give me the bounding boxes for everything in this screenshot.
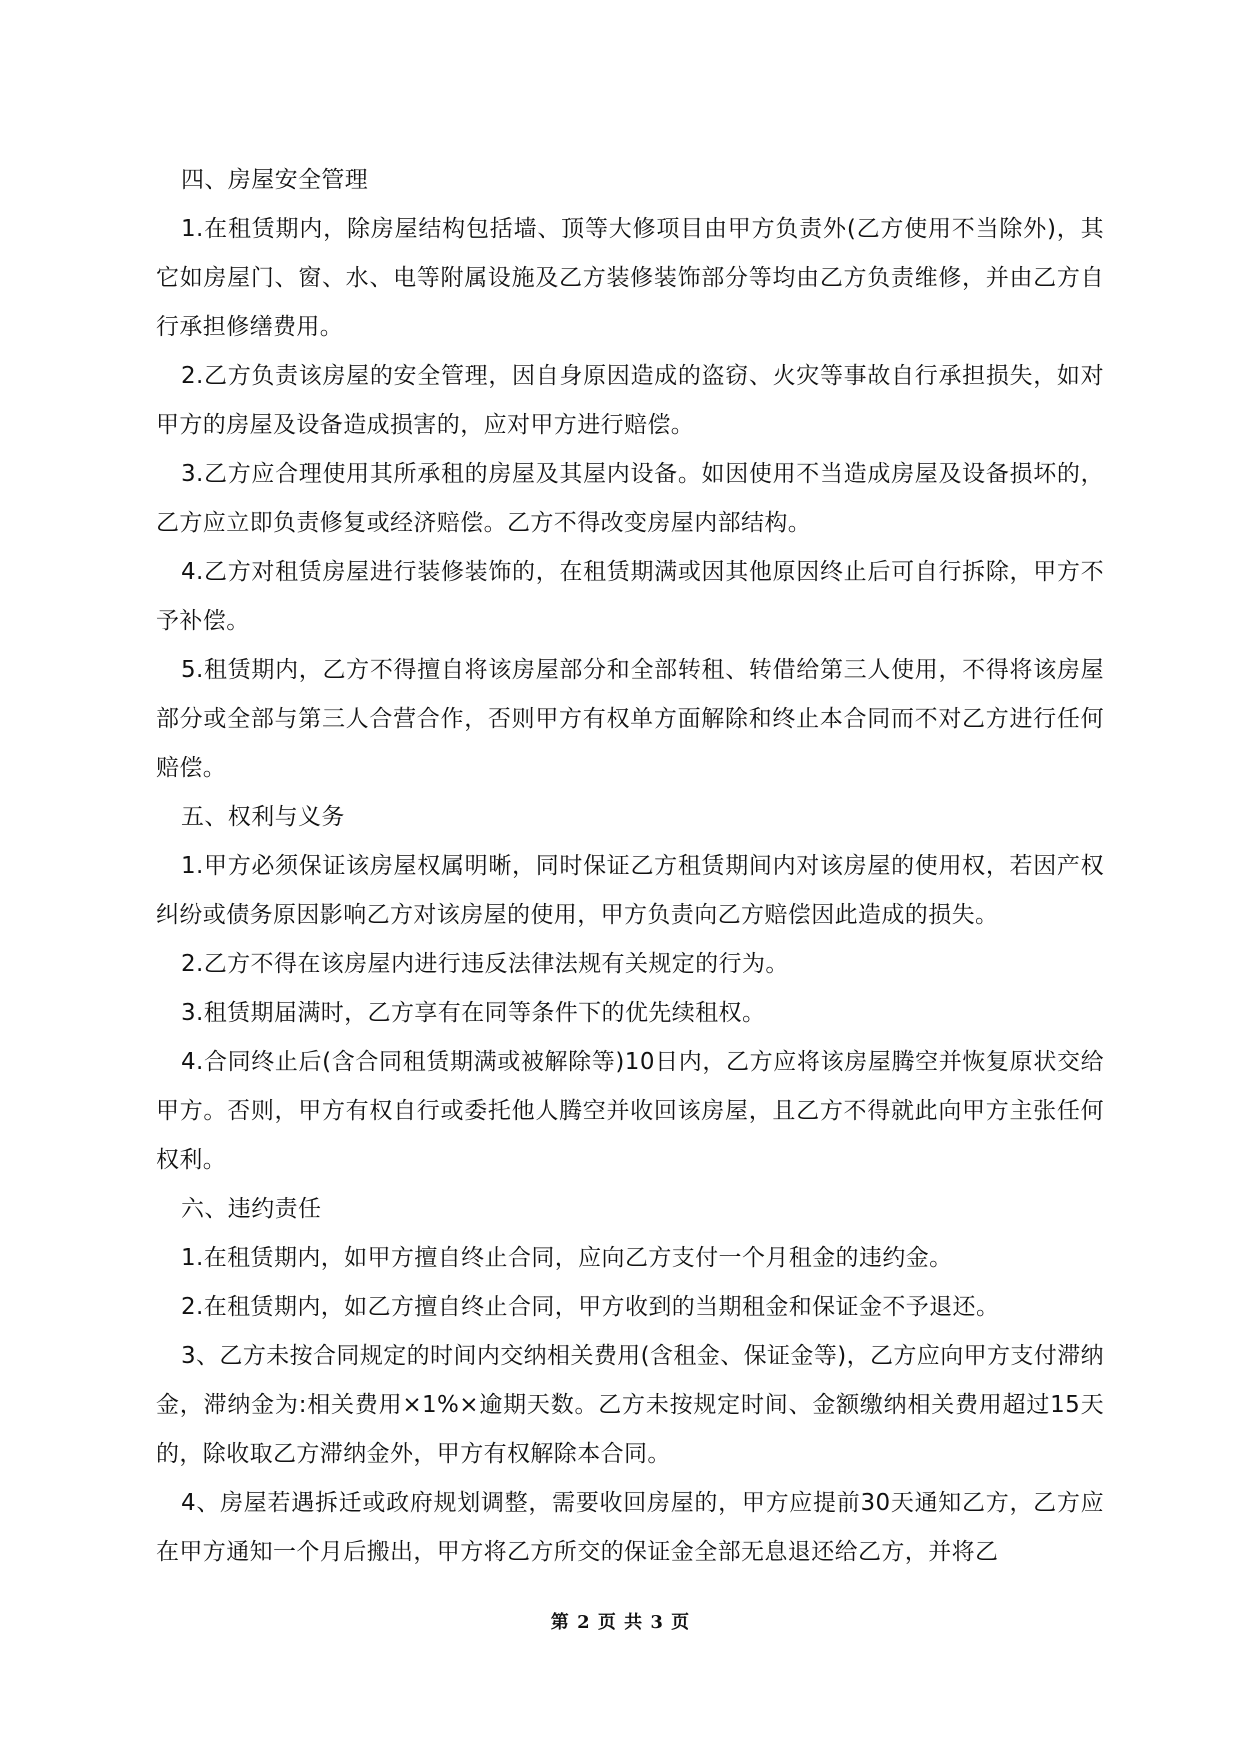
clause-paragraph: 1.在租赁期内，除房屋结构包括墙、顶等大修项目由甲方负责外(乙方使用不当除外)，其它如房屋门、窗、水、电等附属设施及乙方装修装饰部分等均由乙方负责维修，并由乙方自行承担修缮费用。 [156, 216, 1104, 340]
clause-paragraph: 1.在租赁期内，如甲方擅自终止合同，应向乙方支付一个月租金的违约金。 [181, 1245, 953, 1271]
clause-paragraph: 2.在租赁期内，如乙方擅自终止合同，甲方收到的当期租金和保证金不予退还。 [181, 1294, 1000, 1320]
section-heading: 六、违约责任 [181, 1196, 322, 1222]
clause-paragraph: 4.合同终止后(含合同租赁期满或被解除等)10日内，乙方应将该房屋腾空并恢复原状交给甲方。否则，甲方有权自行或委托他人腾空并收回该房屋，且乙方不得就此向甲方主张任何权利。 [156, 1049, 1104, 1173]
section-heading: 四、房屋安全管理 [181, 167, 369, 193]
clause-paragraph: 5.租赁期内，乙方不得擅自将该房屋部分和全部转租、转借给第三人使用，不得将该房屋部分或全部与第三人合营合作，否则甲方有权单方面解除和终止本合同而不对乙方进行任何赔偿。 [156, 657, 1104, 781]
section-heading: 五、权利与义务 [181, 804, 345, 830]
clause-paragraph: 3.乙方应合理使用其所承租的房屋及其屋内设备。如因使用不当造成房屋及设备损坏的，乙方应立即负责修复或经济赔偿。乙方不得改变房屋内部结构。 [156, 461, 1104, 536]
document-body [156, 156, 1104, 1577]
page-number-footer: 第 2 页 共 3 页 [550, 1612, 691, 1633]
clause-paragraph: 4、房屋若遇拆迁或政府规划调整，需要收回房屋的，甲方应提前30天通知乙方，乙方应在甲方通知一个月后搬出，甲方将乙方所交的保证金全部无息退还给乙方，并将乙 [156, 1490, 1104, 1565]
clause-paragraph: 1.甲方必须保证该房屋权属明晰，同时保证乙方租赁期间内对该房屋的使用权，若因产权纠纷或债务原因影响乙方对该房屋的使用，甲方负责向乙方赔偿因此造成的损失。 [156, 853, 1104, 928]
clause-paragraph: 4.乙方对租赁房屋进行装修装饰的，在租赁期满或因其他原因终止后可自行拆除，甲方不予补偿。 [156, 559, 1104, 634]
clause-paragraph: 2.乙方负责该房屋的安全管理，因自身原因造成的盗窃、火灾等事故自行承担损失，如对甲方的房屋及设备造成损害的，应对甲方进行赔偿。 [156, 363, 1104, 438]
clause-paragraph: 3、乙方未按合同规定的时间内交纳相关费用(含租金、保证金等)，乙方应向甲方支付滞纳金，滞纳金为:相关费用×1%×逾期天数。乙方未按规定时间、金额缴纳相关费用超过15天的，除收取乙方滞纳金外，甲方有权解除本合同。 [156, 1343, 1104, 1467]
clause-paragraph: 3.租赁期届满时，乙方享有在同等条件下的优先续租权。 [181, 1000, 766, 1026]
clause-paragraph: 2.乙方不得在该房屋内进行违反法律法规有关规定的行为。 [181, 951, 789, 977]
